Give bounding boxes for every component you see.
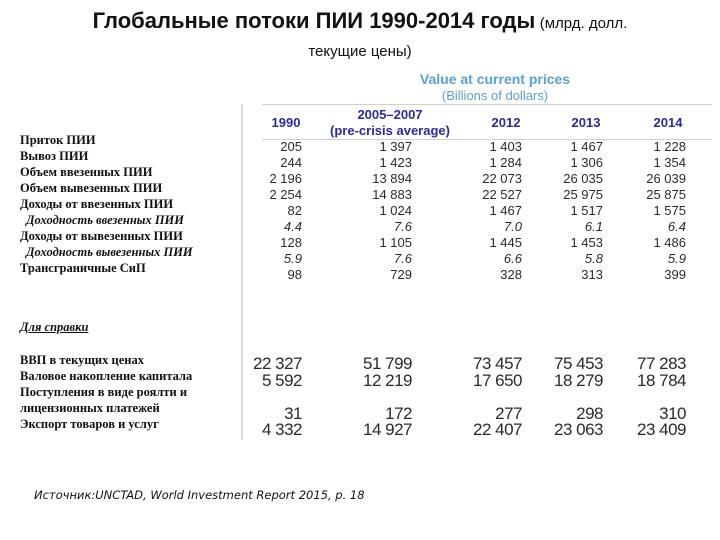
rows-cell: 7.6: [393, 251, 412, 266]
rows-cell: 1 575: [653, 203, 686, 218]
rows-cell: 1 403: [489, 139, 522, 154]
reference-row-label: Валовое накопление капитала: [20, 369, 193, 383]
rows-cell: 4.4: [283, 219, 302, 234]
table-header-subtitle: (Billions of dollars): [441, 88, 549, 103]
rows-cell: 22 073: [482, 171, 522, 186]
rows-cell: 2 254: [269, 187, 302, 202]
rows-cell: 1 397: [379, 139, 412, 154]
slide-title: [0, 8, 720, 65]
reference_rows-cell: 172: [385, 403, 412, 423]
rows-cell: 128: [280, 235, 302, 250]
reference_rows-cell: 22 407: [473, 420, 522, 439]
reference_rows-cell: 75 453: [554, 354, 603, 373]
rows-cell: 6.1: [584, 219, 603, 234]
rows-cell: 26 035: [563, 171, 603, 186]
col-2005-2007: 2005–2007: [357, 107, 423, 122]
rows-cell: 82: [287, 203, 302, 218]
rows-cell: 1 423: [379, 155, 412, 170]
reference-row-label: ВВП в текущих ценах: [20, 353, 144, 367]
rows-cell: 5.9: [667, 251, 686, 266]
row-label: Объем вывезенных ПИИ: [20, 181, 163, 195]
reference_rows-cell: 14 927: [363, 420, 412, 439]
rows-cell: 244: [280, 155, 302, 170]
rows-cell: 25 875: [646, 187, 686, 202]
reference-label: Для справки: [20, 320, 89, 334]
rows-cell: 98: [287, 267, 302, 282]
rows-cell: 1 228: [653, 139, 686, 154]
rows-cell: 328: [500, 267, 522, 282]
rows-cell: 13 894: [372, 171, 412, 186]
rows-cell: 1 306: [570, 155, 603, 170]
reference-row-label: Экспорт товаров и услуг: [20, 417, 159, 431]
rows-cell: 26 039: [646, 171, 686, 186]
title-unit: (млрд. долл.: [539, 15, 628, 32]
col-pre-crisis: (pre-crisis average): [330, 123, 450, 138]
row-label: Доходы от ввезенных ПИИ: [20, 197, 174, 211]
col-2013: 2013: [571, 115, 601, 130]
rows-cell: 6.4: [667, 219, 686, 234]
reference_rows-cell: 277: [495, 403, 522, 423]
reference_rows-cell: 73 457: [473, 354, 522, 373]
reference_rows-cell: 298: [576, 403, 603, 423]
rows-cell: 5.8: [584, 251, 603, 266]
reference_rows-cell: 77 283: [637, 354, 686, 373]
row-label: Приток ПИИ: [20, 133, 96, 147]
source-note: Источник:UNCTAD, World Investment Report 2015, p. 18: [34, 488, 365, 502]
rows-cell: 1 467: [489, 203, 522, 218]
rows-cell: 6.6: [503, 251, 522, 266]
rows-cell: 1 445: [489, 235, 522, 250]
reference_rows-cell: 18 784: [637, 370, 686, 390]
rows-cell: 7.6: [393, 219, 412, 234]
reference_rows-cell: 18 279: [554, 370, 603, 390]
rows-cell: 1 467: [570, 139, 603, 154]
reference-row-label: Поступления в виде роялти и: [20, 385, 188, 399]
reference_rows-cell: 12 219: [363, 370, 412, 390]
col-2012: 2012: [491, 115, 521, 130]
reference_rows-cell: 22 327: [253, 354, 302, 373]
reference_rows-cell: 51 799: [363, 354, 412, 373]
rows-cell: 1 517: [570, 203, 603, 218]
reference_rows-cell: 5 592: [261, 370, 302, 390]
rows-cell: 22 527: [482, 187, 522, 202]
rows-cell: 14 883: [372, 187, 412, 202]
row-label: Доходность ввезенных ПИИ: [26, 213, 184, 227]
title-main: Глобальные потоки ПИИ 1990-2014 годы: [92, 8, 536, 33]
rows-cell: 7.0: [503, 219, 522, 234]
reference_rows-cell: 17 650: [473, 370, 522, 390]
col-2014: 2014: [653, 115, 683, 130]
rows-cell: 1 284: [489, 155, 522, 170]
title-sub: текущие цены): [308, 43, 412, 60]
header-top-rule: [262, 104, 712, 105]
reference_rows-cell: 23 063: [554, 420, 603, 439]
reference_rows-cell: 4 332: [261, 420, 302, 439]
table-header-title: Value at current prices: [419, 71, 571, 87]
row-label: Трансграничные СиП: [20, 261, 146, 275]
row-labels: [20, 132, 193, 276]
reference_rows-cell: 310: [659, 403, 686, 423]
reference-row-label: лицензионных платежей: [20, 401, 160, 415]
rows-cell: 1 024: [379, 203, 412, 218]
reference-labels: [20, 352, 192, 432]
rows-cell: 2 196: [269, 171, 302, 186]
rows-cell: 1 105: [379, 235, 412, 250]
rows-cell: 399: [664, 267, 686, 282]
reference_rows-cell: 23 409: [637, 420, 686, 439]
rows-cell: 205: [280, 139, 302, 154]
rows-cell: 729: [390, 267, 412, 282]
rows-cell: 25 975: [563, 187, 603, 202]
row-label: Вывоз ПИИ: [20, 149, 89, 163]
rows-cell: 1 354: [653, 155, 686, 170]
rows-cell: 1 486: [653, 235, 686, 250]
col-1990: 1990: [271, 115, 301, 130]
row-label: Объем ввезенных ПИИ: [20, 165, 153, 179]
row-label: Доходы от вывезенных ПИИ: [20, 229, 183, 243]
rows-cell: 1 453: [570, 235, 603, 250]
row-label: Доходность вывезенных ПИИ: [26, 245, 193, 259]
reference_rows-cell: 31: [284, 403, 302, 423]
rows-cell: 313: [581, 267, 603, 282]
rows-cell: 5.9: [283, 251, 302, 266]
